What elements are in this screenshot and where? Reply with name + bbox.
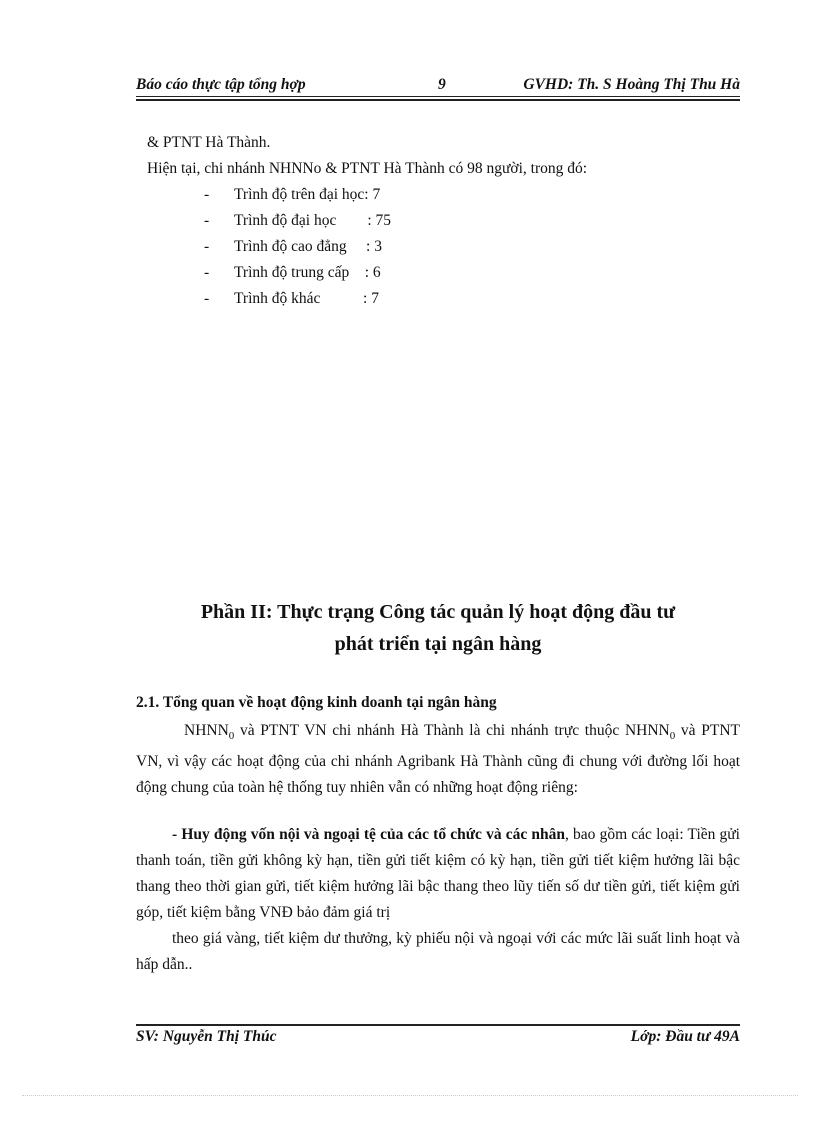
para1-subscript-1: 0: [228, 730, 235, 743]
list-item-text: Trình độ trung cấp : 6: [234, 264, 381, 281]
page-footer: [136, 1028, 740, 1050]
class-name: Lớp: Đầu tư 49A: [630, 1028, 740, 1045]
supervisor-name: GVHD: Th. S Hoàng Thị Thu Hà: [523, 76, 740, 93]
report-title: Báo cáo thực tập tổng hợp: [136, 76, 306, 93]
para2-bold-lead: - Huy động vốn nội và ngoại tệ của các tổ chức và các nhân: [172, 826, 566, 843]
list-item-text: Trình độ đại học : 75: [234, 212, 392, 229]
list-item-text: Trình độ trên đại học: 7: [234, 186, 381, 203]
list-bullet: -: [204, 290, 210, 307]
part-title-line-2: phát triển tại ngân hàng: [334, 633, 542, 655]
page-number: 9: [438, 76, 446, 93]
part-title-line-1: Phần II: Thực trạng Công tác quản lý hoạt động đầu tư: [200, 601, 676, 623]
paragraph-overview: [136, 718, 740, 801]
list-bullet: -: [204, 264, 210, 281]
para1-text-b: và PTNT VN chi nhánh Hà Thành là chi nhánh trực thuộc NHNN: [234, 722, 670, 739]
intro-line-2: Hiện tại, chi nhánh NHNNo & PTNT Hà Thành có 98 người, trong đó:: [147, 160, 588, 177]
para1-text-a: NHNN: [184, 722, 229, 739]
list-bullet: -: [204, 186, 210, 203]
paragraph-capital-mobilization: [136, 822, 740, 978]
list-item-text: Trình độ khác : 7: [234, 290, 379, 307]
para1-text-c: và PTNT VN, vì vậy các hoạt động của chi nhánh Agribank Hà Thành cũng đi chung với đường lối hoạt động chung của toàn hệ thống tuy nhiên vẫn có những hoạt động riêng:: [136, 722, 740, 797]
list-bullet: -: [204, 212, 210, 229]
page-edge-divider: [22, 1095, 798, 1096]
footer-rule: [136, 1024, 740, 1026]
list-bullet: -: [204, 238, 210, 255]
student-name: SV: Nguyễn Thị Thúc: [136, 1028, 277, 1045]
list-item-text: Trình độ cao đẳng : 3: [234, 238, 382, 255]
section-heading: 2.1. Tổng quan về hoạt động kinh doanh tại ngân hàng: [136, 694, 497, 711]
header-rule-thick: [136, 99, 740, 101]
page-header: [136, 74, 740, 96]
para2-text: , bao gồm các loại: Tiền gửi thanh toán, tiền gửi không kỳ hạn, tiền gửi tiết kiệm có kỳ hạn, tiền gửi tiết kiệm hưởng lãi bậc thang theo thời gian gửi, tiết kiệm hưởng lãi bậc thang theo lũy tiến số dư tiền gửi, tiết kiệm gửi góp, tiết kiệm bằng VNĐ bảo đảm giá trị: [136, 826, 740, 921]
intro-line-1: & PTNT Hà Thành.: [147, 134, 271, 151]
header-rule-thin: [136, 96, 740, 97]
para1-subscript-2: 0: [669, 730, 676, 743]
para3-text: theo giá vàng, tiết kiệm dư thưởng, kỳ phiếu nội và ngoại với các mức lãi suất linh hoạt và hấp dẫn..: [136, 930, 740, 973]
